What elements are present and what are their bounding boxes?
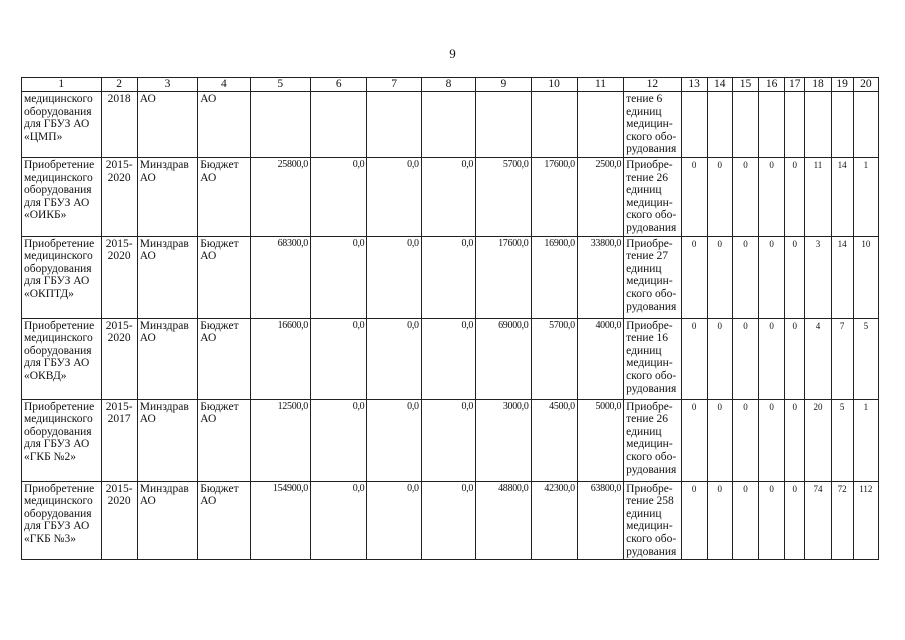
amount-col7: 0,0 [367, 481, 421, 560]
amount-col10: 17600,0 [531, 157, 577, 236]
column-header: 16 [759, 78, 785, 92]
column-header: 12 [624, 78, 681, 92]
amount-col7: 0,0 [367, 157, 421, 236]
amount-col10: 16900,0 [531, 236, 577, 318]
executor-cell: Минздрав АО [137, 157, 197, 236]
amount-col10: 42300,0 [531, 481, 577, 560]
indicator-col16 [759, 92, 785, 158]
indicator-col17: 0 [785, 399, 805, 481]
program-table [21, 77, 879, 560]
column-header: 14 [707, 78, 732, 92]
source-cell: Бюджет АО [198, 399, 250, 481]
amount-col11: 63800,0 [577, 481, 623, 560]
amount-col11: 2500,0 [577, 157, 623, 236]
amount-col9: 5700,0 [476, 157, 531, 236]
column-header: 5 [250, 78, 310, 92]
indicator-col19: 7 [831, 318, 853, 399]
indicator-col14: 0 [707, 157, 732, 236]
amount-col6: 0,0 [311, 157, 367, 236]
indicator-col17: 0 [785, 318, 805, 399]
amount-total: 12500,0 [250, 399, 310, 481]
indicator-col18 [805, 92, 831, 158]
indicator-col19: 14 [831, 157, 853, 236]
period-cell: 2015-2017 [101, 399, 137, 481]
indicator-col15 [732, 92, 758, 158]
amount-col8: 0,0 [421, 399, 475, 481]
amount-total: 16600,0 [250, 318, 310, 399]
indicator-col15: 0 [732, 157, 758, 236]
indicator-col17: 0 [785, 236, 805, 318]
amount-col6: 0,0 [311, 481, 367, 560]
measure-name: Приобретение медицинского оборудования для ГБУЗ АО «ОКВД» [22, 318, 102, 399]
indicator-col20: 1 [853, 157, 878, 236]
result-cell: Приобре-тение 26 единиц медицин-ского обо-рудования [624, 399, 681, 481]
executor-cell: Минздрав АО [137, 236, 197, 318]
amount-col7 [367, 92, 421, 158]
indicator-col16: 0 [759, 236, 785, 318]
indicator-col15: 0 [732, 318, 758, 399]
measure-name: Приобретение медицинского оборудования для ГБУЗ АО «ОИКБ» [22, 157, 102, 236]
amount-col8: 0,0 [421, 157, 475, 236]
column-header: 20 [853, 78, 878, 92]
indicator-col18: 74 [805, 481, 831, 560]
indicator-col18: 4 [805, 318, 831, 399]
indicator-col19: 14 [831, 236, 853, 318]
column-header: 1 [22, 78, 102, 92]
indicator-col19: 5 [831, 399, 853, 481]
table-row [22, 481, 879, 560]
amount-total: 154900,0 [250, 481, 310, 560]
source-cell: Бюджет АО [198, 318, 250, 399]
indicator-col13: 0 [681, 481, 707, 560]
indicator-col20 [853, 92, 878, 158]
source-cell: АО [198, 92, 250, 158]
period-cell: 2018 [101, 92, 137, 158]
column-header: 11 [577, 78, 623, 92]
amount-col7: 0,0 [367, 399, 421, 481]
amount-col10: 5700,0 [531, 318, 577, 399]
measure-name: Приобретение медицинского оборудования для ГБУЗ АО «ОКПТД» [22, 236, 102, 318]
indicator-col15: 0 [732, 236, 758, 318]
indicator-col14: 0 [707, 318, 732, 399]
source-cell: Бюджет АО [198, 481, 250, 560]
executor-cell: Минздрав АО [137, 399, 197, 481]
amount-total: 68300,0 [250, 236, 310, 318]
indicator-col15: 0 [732, 481, 758, 560]
indicator-col17: 0 [785, 481, 805, 560]
column-header: 19 [831, 78, 853, 92]
amount-col8: 0,0 [421, 318, 475, 399]
column-header: 9 [476, 78, 531, 92]
amount-col11: 4000,0 [577, 318, 623, 399]
indicator-col19 [831, 92, 853, 158]
column-header: 6 [311, 78, 367, 92]
table-row [22, 236, 879, 318]
indicator-col18: 20 [805, 399, 831, 481]
amount-col9: 69000,0 [476, 318, 531, 399]
amount-col8: 0,0 [421, 236, 475, 318]
period-cell: 2015-2020 [101, 481, 137, 560]
column-number-row [22, 78, 879, 92]
indicator-col16: 0 [759, 318, 785, 399]
indicator-col13 [681, 92, 707, 158]
source-cell: Бюджет АО [198, 236, 250, 318]
indicator-col14 [707, 92, 732, 158]
amount-col7: 0,0 [367, 236, 421, 318]
column-header: 2 [101, 78, 137, 92]
table-row [22, 318, 879, 399]
table-row [22, 399, 879, 481]
executor-cell: Минздрав АО [137, 318, 197, 399]
amount-col6: 0,0 [311, 399, 367, 481]
column-header: 10 [531, 78, 577, 92]
indicator-col20: 5 [853, 318, 878, 399]
period-cell: 2015-2020 [101, 157, 137, 236]
result-cell: Приобре-тение 27 единиц медицин-ского обо-рудования [624, 236, 681, 318]
amount-col8 [421, 92, 475, 158]
amount-col6: 0,0 [311, 318, 367, 399]
amount-col8: 0,0 [421, 481, 475, 560]
indicator-col17 [785, 92, 805, 158]
column-header: 15 [732, 78, 758, 92]
column-header: 4 [198, 78, 250, 92]
measure-name: Приобретение медицинского оборудования для ГБУЗ АО «ГКБ №3» [22, 481, 102, 560]
column-header: 8 [421, 78, 475, 92]
indicator-col20: 112 [853, 481, 878, 560]
indicator-col13: 0 [681, 399, 707, 481]
indicator-col20: 1 [853, 399, 878, 481]
amount-col7: 0,0 [367, 318, 421, 399]
result-cell: Приобре-тение 16 единиц медицин-ского обо-рудования [624, 318, 681, 399]
column-header: 7 [367, 78, 421, 92]
result-cell: Приобре-тение 26 единиц медицин-ского обо-рудования [624, 157, 681, 236]
indicator-col18: 3 [805, 236, 831, 318]
indicator-col19: 72 [831, 481, 853, 560]
indicator-col16: 0 [759, 481, 785, 560]
amount-col9: 48800,0 [476, 481, 531, 560]
indicator-col17: 0 [785, 157, 805, 236]
table-row [22, 157, 879, 236]
indicator-col15: 0 [732, 399, 758, 481]
indicator-col20: 10 [853, 236, 878, 318]
indicator-col16: 0 [759, 399, 785, 481]
amount-col9 [476, 92, 531, 158]
page-number: 9 [449, 46, 456, 61]
indicator-col14: 0 [707, 236, 732, 318]
result-cell: тение 6 единиц медицин-ского обо-рудования [624, 92, 681, 158]
indicator-col18: 11 [805, 157, 831, 236]
period-cell: 2015-2020 [101, 318, 137, 399]
indicator-col13: 0 [681, 236, 707, 318]
indicator-col13: 0 [681, 157, 707, 236]
result-cell: Приобре-тение 258 единиц медицин-ского обо-рудования [624, 481, 681, 560]
amount-col9: 17600,0 [476, 236, 531, 318]
amount-total [250, 92, 310, 158]
indicator-col14: 0 [707, 399, 732, 481]
column-header: 17 [785, 78, 805, 92]
indicator-col16: 0 [759, 157, 785, 236]
column-header: 18 [805, 78, 831, 92]
column-header: 13 [681, 78, 707, 92]
amount-col6 [311, 92, 367, 158]
amount-col11 [577, 92, 623, 158]
executor-cell: Минздрав АО [137, 481, 197, 560]
period-cell: 2015-2020 [101, 236, 137, 318]
table-row [22, 92, 879, 158]
amount-col6: 0,0 [311, 236, 367, 318]
column-header: 3 [137, 78, 197, 92]
amount-total: 25800,0 [250, 157, 310, 236]
source-cell: Бюджет АО [198, 157, 250, 236]
amount-col9: 3000,0 [476, 399, 531, 481]
measure-name: медицинского оборудования для ГБУЗ АО «ЦМП» [22, 92, 102, 158]
amount-col11: 33800,0 [577, 236, 623, 318]
amount-col10: 4500,0 [531, 399, 577, 481]
amount-col11: 5000,0 [577, 399, 623, 481]
amount-col10 [531, 92, 577, 158]
executor-cell: АО [137, 92, 197, 158]
measure-name: Приобретение медицинского оборудования для ГБУЗ АО «ГКБ №2» [22, 399, 102, 481]
indicator-col13: 0 [681, 318, 707, 399]
indicator-col14: 0 [707, 481, 732, 560]
